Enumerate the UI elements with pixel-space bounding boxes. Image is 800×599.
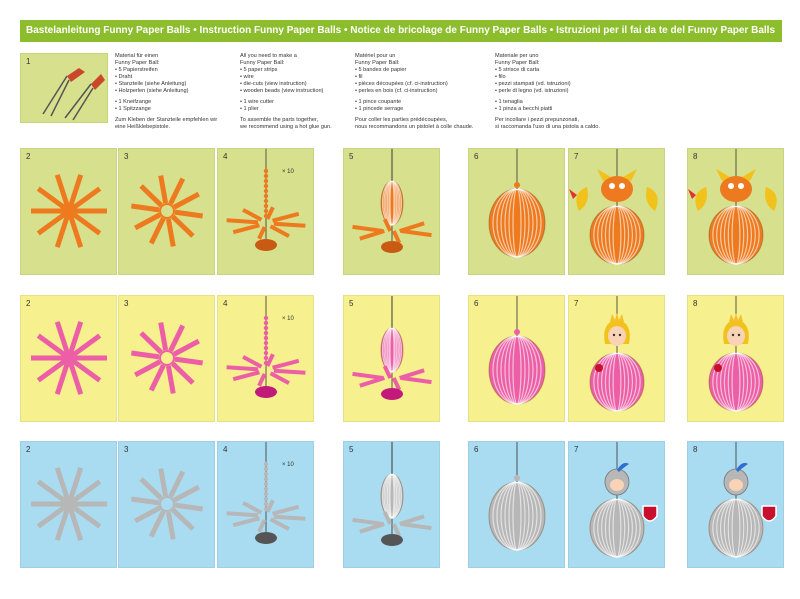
bead	[264, 497, 268, 501]
step-panel-dragon-6	[468, 148, 565, 275]
bead	[264, 336, 268, 340]
step-panel-princess-8	[687, 295, 784, 422]
step-number: 7	[574, 299, 579, 308]
paper-ball	[489, 189, 545, 257]
bead	[264, 199, 268, 203]
bead	[264, 477, 268, 481]
paper-strip	[274, 517, 306, 519]
strip-center	[160, 351, 174, 365]
material-line: • wooden beads (view instruction)	[240, 88, 324, 94]
material-line: • 1 Spitzzange	[115, 106, 151, 112]
material-line: To assemble the parts together,	[240, 117, 319, 123]
paper-strip	[135, 508, 160, 521]
paper-ball	[709, 353, 763, 411]
material-line: • 1 tenaglia	[495, 99, 523, 105]
paper-strip	[273, 361, 299, 368]
paper-strip	[227, 513, 259, 515]
step-illustration	[688, 149, 785, 276]
title-bar	[20, 20, 782, 42]
tools-illustration	[21, 54, 109, 124]
step-panel-princess-6	[468, 295, 565, 422]
paper-strip	[243, 210, 261, 220]
base-die-cut	[381, 241, 403, 253]
paper-strip	[131, 206, 159, 210]
paper-strip	[168, 366, 173, 394]
bead	[264, 189, 268, 193]
step-panel-princess-5	[343, 295, 440, 422]
bead	[264, 194, 268, 198]
paper-strip	[394, 524, 400, 536]
paper-strip	[151, 218, 163, 243]
material-line: • 1 wire cutter	[240, 99, 274, 105]
paper-strip	[233, 372, 259, 379]
paper-strip	[271, 373, 289, 383]
base-die-cut	[381, 534, 403, 546]
paper-strip	[233, 225, 259, 232]
step-number: 2	[26, 152, 31, 161]
step-panel-dragon-5	[343, 148, 440, 275]
step-illustration	[688, 442, 785, 569]
paper-ball	[381, 181, 403, 225]
material-line: • die-cuts (view instruction)	[240, 81, 307, 87]
step-illustration	[469, 149, 566, 276]
paper-strip	[273, 214, 299, 221]
paper-strip	[141, 186, 161, 205]
paper-strip	[394, 231, 400, 243]
paper-strip	[353, 520, 383, 524]
paper-strip	[259, 520, 265, 532]
paper-ball	[709, 206, 763, 264]
material-line: Funny Paper Ball:	[240, 60, 285, 66]
bead	[264, 169, 268, 173]
bead	[264, 467, 268, 471]
paper-ball	[381, 328, 403, 372]
paper-strip	[173, 364, 193, 383]
paper-strip	[271, 226, 289, 236]
paper-strip	[141, 333, 161, 352]
step-panel-princess-2	[20, 295, 117, 422]
step-panel-knight-6	[468, 441, 565, 568]
step-panel-knight-7	[568, 441, 665, 568]
paper-strip	[400, 370, 425, 378]
step-number: 3	[124, 299, 129, 308]
plier-icon	[43, 68, 85, 116]
step-illustration	[688, 296, 785, 423]
paper-strip	[174, 487, 199, 500]
material-line: • 5 Papierstreifen	[115, 67, 158, 73]
materials-en	[240, 53, 365, 131]
material-line: • Stanzteile (siehe Anleitung)	[115, 81, 187, 87]
step-1-panel	[20, 53, 108, 123]
step-number: 5	[349, 445, 354, 454]
bead	[264, 356, 268, 360]
fire	[569, 189, 577, 199]
paper-strip	[171, 472, 183, 497]
strip-center	[160, 497, 174, 511]
step-number: 4	[223, 299, 228, 308]
dragon-head	[688, 169, 777, 211]
rose-icon	[595, 364, 603, 372]
material-line: • 5 bandes de papier	[355, 67, 407, 73]
bead	[264, 462, 268, 466]
paper-strip	[401, 524, 431, 528]
paper-strip	[173, 510, 193, 529]
step-number: 6	[474, 152, 479, 161]
paper-strip	[243, 503, 261, 513]
material-line: Materiale per uno	[495, 53, 539, 59]
paper-strip	[243, 357, 261, 367]
paper-ball	[489, 336, 545, 404]
rose-icon	[714, 364, 722, 372]
bead	[264, 487, 268, 491]
paper-strip	[173, 217, 193, 236]
bead-count-label: × 10	[282, 316, 294, 322]
paper-strip	[267, 354, 273, 366]
material-line: • fil	[355, 74, 363, 80]
crown-icon	[729, 313, 743, 322]
bead	[264, 492, 268, 496]
bead	[264, 331, 268, 335]
material-line: Material für einen	[115, 53, 159, 59]
paper-strip	[135, 215, 160, 228]
paper-strip	[171, 326, 183, 351]
page-title: Bastelanleitung Funny Paper Balls • Instruction Funny Paper Balls • Notice de bricolage de Funny Paper Balls • Istruzioni per il fai da te del Funny Paper Balls	[26, 25, 775, 36]
base-die-cut	[255, 532, 277, 544]
paper-strip	[175, 212, 203, 216]
step-illustration	[469, 442, 566, 569]
material-line: si raccomanda l'uso di una pistola a caldo.	[495, 124, 600, 130]
material-line: Matériel pour un	[355, 53, 396, 59]
material-line: we recommend using a hot glue gun.	[240, 124, 332, 130]
paper-strip	[131, 353, 159, 357]
step-panel-knight-8	[687, 441, 784, 568]
material-line: All you need to make a	[240, 53, 297, 59]
paper-strip	[233, 518, 259, 525]
shield-icon	[762, 506, 776, 521]
base-die-cut	[255, 386, 277, 398]
material-line: Per incollare i pezzi prepunzonati,	[495, 117, 579, 123]
step-illustration	[119, 442, 216, 569]
step-illustration	[21, 149, 118, 276]
top-bead	[514, 329, 520, 335]
step-illustration	[21, 442, 118, 569]
step-panel-knight-5	[343, 441, 440, 568]
paper-strip	[267, 207, 273, 219]
crown-icon	[610, 313, 624, 322]
step-panel-dragon-8	[687, 148, 784, 275]
step-panel-princess-3	[118, 295, 215, 422]
material-line: • wire	[240, 74, 254, 80]
dragon-head	[569, 169, 658, 211]
material-line: Funny Paper Ball:	[495, 60, 540, 66]
step-panel-dragon-2	[20, 148, 117, 275]
paper-strip	[175, 505, 203, 509]
paper-ball	[590, 353, 644, 411]
paper-strip	[161, 176, 166, 204]
material-line: • 5 paper strips	[240, 67, 278, 73]
bead	[264, 316, 268, 320]
material-line: • Draht	[115, 74, 133, 80]
paper-strip	[394, 378, 400, 390]
step-illustration	[569, 296, 666, 423]
step-illustration	[469, 296, 566, 423]
step-number: 8	[693, 299, 698, 308]
step-number: 4	[223, 152, 228, 161]
bead	[264, 482, 268, 486]
bead	[264, 209, 268, 213]
step-number: 8	[693, 152, 698, 161]
paper-strip	[401, 231, 431, 235]
paper-strip	[151, 511, 163, 536]
bead	[264, 472, 268, 476]
step-panel-dragon-4	[217, 148, 314, 275]
bead	[264, 179, 268, 183]
paper-strip	[227, 220, 259, 222]
base-die-cut	[381, 388, 403, 400]
material-line: • 1 pincede serrage	[355, 106, 404, 112]
step-panel-dragon-7	[568, 148, 665, 275]
paper-strip	[271, 519, 289, 529]
material-line: nous recommandons un pistolet à colle chaude.	[355, 124, 474, 130]
base-die-cut	[255, 239, 277, 251]
paper-strip	[131, 499, 159, 503]
step-illustration	[119, 296, 216, 423]
step-illustration	[569, 442, 666, 569]
step-number: 6	[474, 445, 479, 454]
step-illustration	[344, 442, 441, 569]
materials-fr	[355, 53, 480, 131]
step-illustration	[119, 149, 216, 276]
paper-strip	[259, 374, 265, 386]
paper-strip	[141, 479, 161, 498]
material-line: • pezzi stampati (vd. istruzioni)	[495, 81, 571, 87]
material-line: • filo	[495, 74, 506, 80]
bead	[264, 341, 268, 345]
paper-strip	[168, 512, 173, 540]
step-illustration	[569, 149, 666, 276]
paper-strip	[174, 194, 199, 207]
step-number: 5	[349, 152, 354, 161]
material-line: • 1 pince coupante	[355, 99, 402, 105]
bead	[264, 346, 268, 350]
paper-strip	[259, 227, 265, 239]
step-panel-knight-4	[217, 441, 314, 568]
paper-strip	[175, 359, 203, 363]
material-line: • 1 Kneifzange	[115, 99, 152, 105]
shield-icon	[643, 506, 657, 521]
top-bead	[514, 182, 520, 188]
top-bead	[514, 475, 520, 481]
paper-strip	[353, 374, 383, 378]
step-panel-dragon-3	[118, 148, 215, 275]
material-line: • perles en bois (cf. ci-instruction)	[355, 88, 438, 94]
step-panel-princess-4	[217, 295, 314, 422]
step-number: 3	[124, 445, 129, 454]
step-number: 7	[574, 445, 579, 454]
paper-strip	[267, 500, 273, 512]
paper-ball	[709, 499, 763, 557]
material-line: • perle di legno (vd. istruzioni)	[495, 88, 569, 94]
paper-strip	[135, 362, 160, 375]
bead	[264, 204, 268, 208]
paper-strip	[171, 179, 183, 204]
step-number: 1	[26, 57, 31, 66]
material-line: eine Heißklebepistole.	[115, 124, 171, 130]
material-line: Funny Paper Ball:	[355, 60, 400, 66]
material-line: • 1 pinza a becchi piatti	[495, 106, 553, 112]
step-illustration	[344, 149, 441, 276]
paper-strip	[274, 371, 306, 373]
step-number: 7	[574, 152, 579, 161]
paper-ball	[590, 206, 644, 264]
paper-strip	[353, 227, 383, 231]
paper-strip	[400, 516, 425, 524]
step-number: 2	[26, 299, 31, 308]
bead-count-label: × 10	[282, 169, 294, 175]
fire	[688, 189, 696, 199]
step-illustration	[218, 149, 315, 276]
material-line: Funny Paper Ball:	[115, 60, 160, 66]
paper-strip	[151, 365, 163, 390]
step-panel-knight-2	[20, 441, 117, 568]
material-line: • 5 strisce di carta	[495, 67, 540, 73]
bead	[264, 321, 268, 325]
bead-count-label: × 10	[282, 462, 294, 468]
paper-ball	[590, 499, 644, 557]
strip-center	[160, 204, 174, 218]
bead	[264, 184, 268, 188]
paper-strip	[273, 507, 299, 514]
paper-ball	[381, 474, 403, 518]
paper-strip	[227, 367, 259, 369]
paper-strip	[274, 224, 306, 226]
material-line: • 1 plier	[240, 106, 259, 112]
bead	[264, 502, 268, 506]
paper-strip	[168, 219, 173, 247]
paper-ball	[489, 482, 545, 550]
step-number: 4	[223, 445, 228, 454]
paper-strip	[161, 323, 166, 351]
material-line: • Holzperlen (siehe Anleitung)	[115, 88, 189, 94]
material-line: Pour coller les parties prédécoupées,	[355, 117, 448, 123]
step-panel-knight-3	[118, 441, 215, 568]
step-illustration	[218, 442, 315, 569]
paper-strip	[161, 469, 166, 497]
material-line: Zum Kleben der Stanzteile empfehlen wir	[115, 117, 218, 123]
materials-de	[115, 53, 240, 131]
paper-strip	[174, 341, 199, 354]
step-number: 3	[124, 152, 129, 161]
step-illustration	[218, 296, 315, 423]
step-number: 5	[349, 299, 354, 308]
paper-strip	[401, 378, 431, 382]
materials-it	[495, 53, 620, 131]
bead	[264, 174, 268, 178]
step-panel-princess-7	[568, 295, 665, 422]
bead	[264, 326, 268, 330]
step-number: 8	[693, 445, 698, 454]
paper-strip	[400, 223, 425, 231]
step-number: 6	[474, 299, 479, 308]
step-number: 2	[26, 445, 31, 454]
bead	[264, 351, 268, 355]
material-line: • pièces découpées (cf. ci-instruction)	[355, 81, 448, 87]
step-illustration	[344, 296, 441, 423]
step-illustration	[21, 296, 118, 423]
